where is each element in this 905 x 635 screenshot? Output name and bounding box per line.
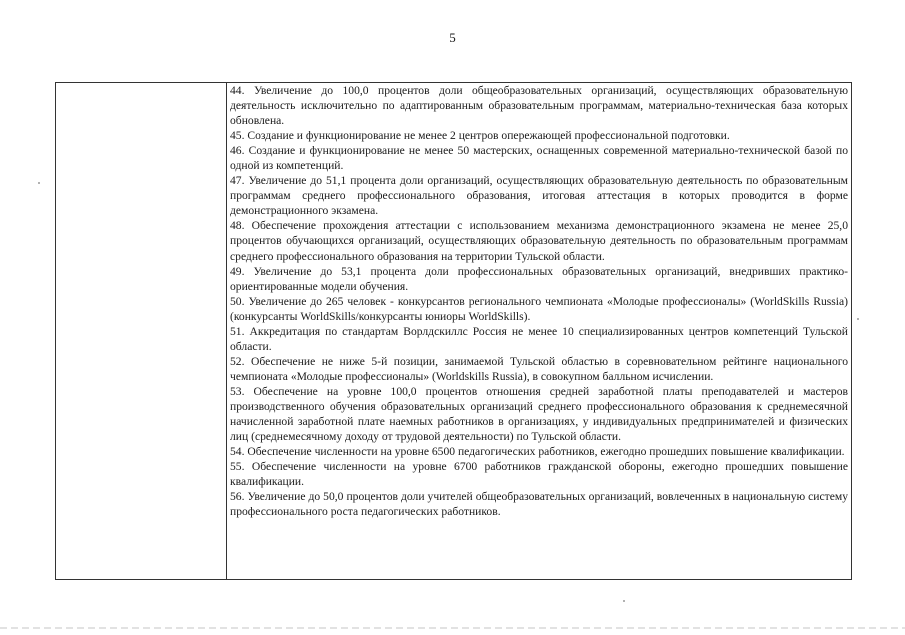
indicator-item-49: 49. Увеличение до 53,1 процента доли профессиональных образовательных организаций, внедривших практико-ориентированные модели обучения. xyxy=(230,264,848,293)
scan-speck xyxy=(857,318,859,320)
indicator-item-55: 55. Обеспечение численности на уровне 6700 работников гражданской обороны, ежегодно прошедших повышение квалификации. xyxy=(230,460,848,489)
indicator-item-52: 52. Обеспечение не ниже 5-й позиции, занимаемой Тульской областью в соревновательном рейтинге национального чемпионата «Молодые профессионалы» (Worldskills Russia), в совокупном балльном исчислении. xyxy=(230,354,848,383)
scan-edge-artifact xyxy=(0,627,905,629)
indicator-item-53: 53. Обеспечение на уровне 100,0 процентов отношения средней заработной платы преподавателей и мастеров производственного обучения образовательных организаций среднего профессионального образования к среднемесячной начисленной заработной плате наемных работников в организациях, у индивидуальных предпринимателей и физических лиц (среднемесячному доходу от трудовой деятельности) по Тульской области. xyxy=(230,384,848,444)
table-left-cell xyxy=(56,83,227,579)
indicator-item-51: 51. Аккредитация по стандартам Ворлдскиллс Россия не менее 10 специализированных центров компетенций Тульской области. xyxy=(230,324,848,353)
scan-speck xyxy=(623,600,625,602)
indicator-item-48: 48. Обеспечение прохождения аттестации с использованием механизма демонстрационного экзамена не менее 25,0 процентов обучающихся организаций, осуществляющих образовательную деятельность по образовательным программам среднего профессионального образования на территории Тульской области. xyxy=(230,219,848,263)
table-right-cell xyxy=(227,83,851,579)
indicator-item-56: 56. Увеличение до 50,0 процентов доли учителей общеобразовательных организаций, вовлеченных в национальную систему профессионального роста педагогических работников. xyxy=(230,490,848,519)
indicator-item-47: 47. Увеличение до 51,1 процента доли организаций, осуществляющих образовательную деятельность по образовательным программам среднего профессионального образования, итоговая аттестация в которых проводится в форме демонстрационного экзамена. xyxy=(230,174,848,218)
indicator-item-44: 44. Увеличение до 100,0 процентов доли общеобразовательных организаций, осуществляющих образовательную деятельность исключительно по адаптированным образовательным программам, материально-техническая база которых обновлена. xyxy=(230,84,848,128)
indicator-item-50: 50. Увеличение до 265 человек - конкурсантов регионального чемпионата «Молодые профессионалы» (WorldSkills Russia) (конкурсанты WorldSkills/конкурсанты юниоры WorldSkills). xyxy=(230,294,848,323)
indicator-item-46: 46. Создание и функционирование не менее 50 мастерских, оснащенных современной материально-технической базой по одной из компетенций. xyxy=(230,144,848,173)
scan-speck xyxy=(38,182,40,184)
indicator-item-45: 45. Создание и функционирование не менее 2 центров опережающей профессиональной подготовки. xyxy=(230,129,730,143)
indicator-item-54: 54. Обеспечение численности на уровне 6500 педагогических работников, ежегодно прошедших повышение квалификации. xyxy=(230,445,845,459)
indicators-table xyxy=(55,82,852,580)
page-number: 5 xyxy=(449,30,456,45)
